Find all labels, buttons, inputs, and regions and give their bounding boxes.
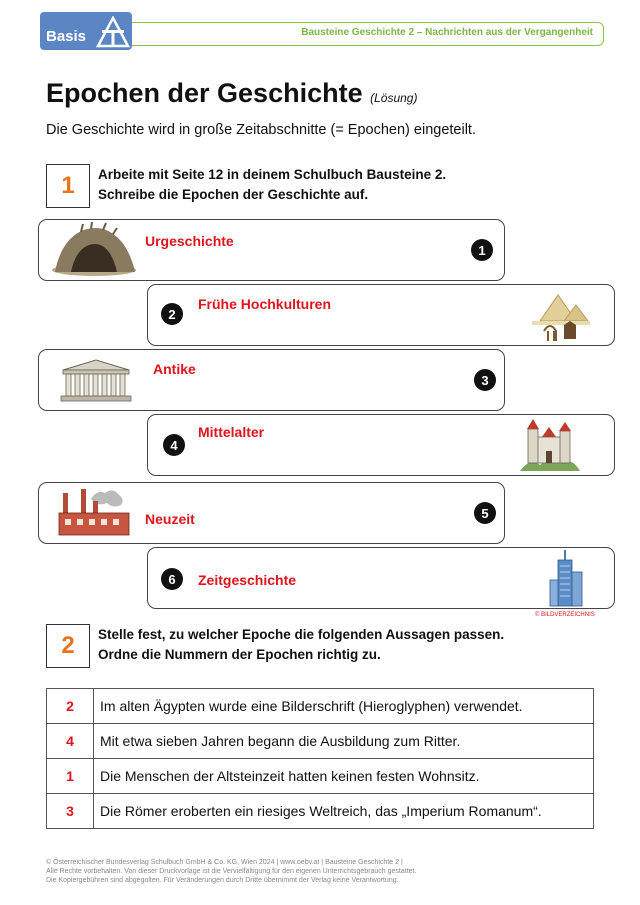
epoch-label: Zeitgeschichte — [198, 572, 297, 588]
skyscraper-icon — [546, 550, 586, 608]
logo-triangle-icon — [96, 16, 130, 48]
epoch-label: Mittelalter — [198, 424, 265, 440]
task2-text — [98, 625, 504, 665]
epoch-card-4 — [147, 414, 615, 476]
epoch-label: Antike — [153, 361, 196, 377]
page-title-text: Epochen der Geschichte — [46, 78, 363, 108]
footer-line-2: Alle Rechte vorbehalten. Von dieser Druckvorlage ist die Vervielfältigung für den eigenen Unterrichtsgebrauch gestattet. — [46, 868, 417, 875]
epoch-number-badge: 3 — [474, 369, 496, 391]
table-row — [47, 759, 594, 794]
pyramids-icon — [528, 287, 592, 343]
castle-icon — [518, 417, 582, 473]
epoch-number-badge: 2 — [161, 303, 183, 325]
epoch-number-badge: 6 — [161, 568, 183, 590]
epoch-number-badge: 4 — [163, 434, 185, 456]
answer-statement: Die Menschen der Altsteinzeit hatten keinen festen Wohnsitz. — [94, 759, 594, 794]
temple-icon — [59, 358, 133, 402]
answer-number: 1 — [47, 759, 94, 794]
footer-line-3: Die Kopiergebühren sind abgegolten. Für Veränderungen durch Dritte übernimmt der Verlag keine Verantwortung. — [46, 877, 399, 884]
task1-line2: Schreibe die Epochen der Geschichte auf. — [98, 187, 369, 202]
epoch-card-3 — [38, 349, 505, 411]
header-title: Bausteine Geschichte 2 – Nachrichten aus der Vergangenheit — [301, 27, 593, 38]
epoch-label: Frühe Hochkulturen — [198, 296, 332, 312]
epoch-card-1 — [38, 219, 505, 281]
footer-line-1: © Österreichischer Bundesverlag Schulbuch GmbH & Co. KG, Wien 2024 | www.oebv.at | Bausteine Geschichte 2 | — [46, 859, 403, 866]
factory-icon — [57, 487, 133, 539]
table-row — [47, 724, 594, 759]
page-title — [46, 78, 417, 109]
task2-line2: Ordne die Nummern der Epochen richtig zu. — [98, 647, 381, 662]
task1-text — [98, 165, 446, 205]
footer — [46, 858, 416, 885]
page-title-note: (Lösung) — [370, 91, 418, 105]
image-credit: © BILDVERZEICHNIS — [535, 612, 595, 618]
task2-line1: Stelle fest, zu welcher Epoche die folgenden Aussagen passen. — [98, 627, 505, 642]
answer-statement: Im alten Ägypten wurde eine Bilderschrift (Hieroglyphen) verwendet. — [94, 689, 594, 724]
table-row — [47, 794, 594, 829]
answer-statement: Die Römer eroberten ein riesiges Weltreich, das „Imperium Romanum“. — [94, 794, 594, 829]
epoch-number-badge: 1 — [471, 239, 493, 261]
epoch-number-badge: 5 — [474, 502, 496, 524]
answer-number: 4 — [47, 724, 94, 759]
task2-number-box: 2 — [46, 624, 90, 668]
basis-logo — [40, 12, 132, 50]
intro-text: Die Geschichte wird in große Zeitabschnitte (= Epochen) eingeteilt. — [46, 122, 476, 138]
table-row — [47, 689, 594, 724]
logo-text: Basis — [46, 28, 87, 45]
epoch-card-6 — [147, 547, 615, 609]
task1-number-box: 1 — [46, 164, 90, 208]
answer-number: 2 — [47, 689, 94, 724]
answers-table — [46, 688, 594, 829]
answer-number: 3 — [47, 794, 94, 829]
epoch-label: Neuzeit — [145, 511, 195, 527]
epoch-card-5 — [38, 482, 505, 544]
epoch-label: Urgeschichte — [145, 233, 234, 249]
task1-line1: Arbeite mit Seite 12 in deinem Schulbuch Bausteine 2. — [98, 167, 447, 182]
cave-icon — [51, 222, 137, 278]
answer-statement: Mit etwa sieben Jahren begann die Ausbildung zum Ritter. — [94, 724, 594, 759]
epoch-card-2 — [147, 284, 615, 346]
